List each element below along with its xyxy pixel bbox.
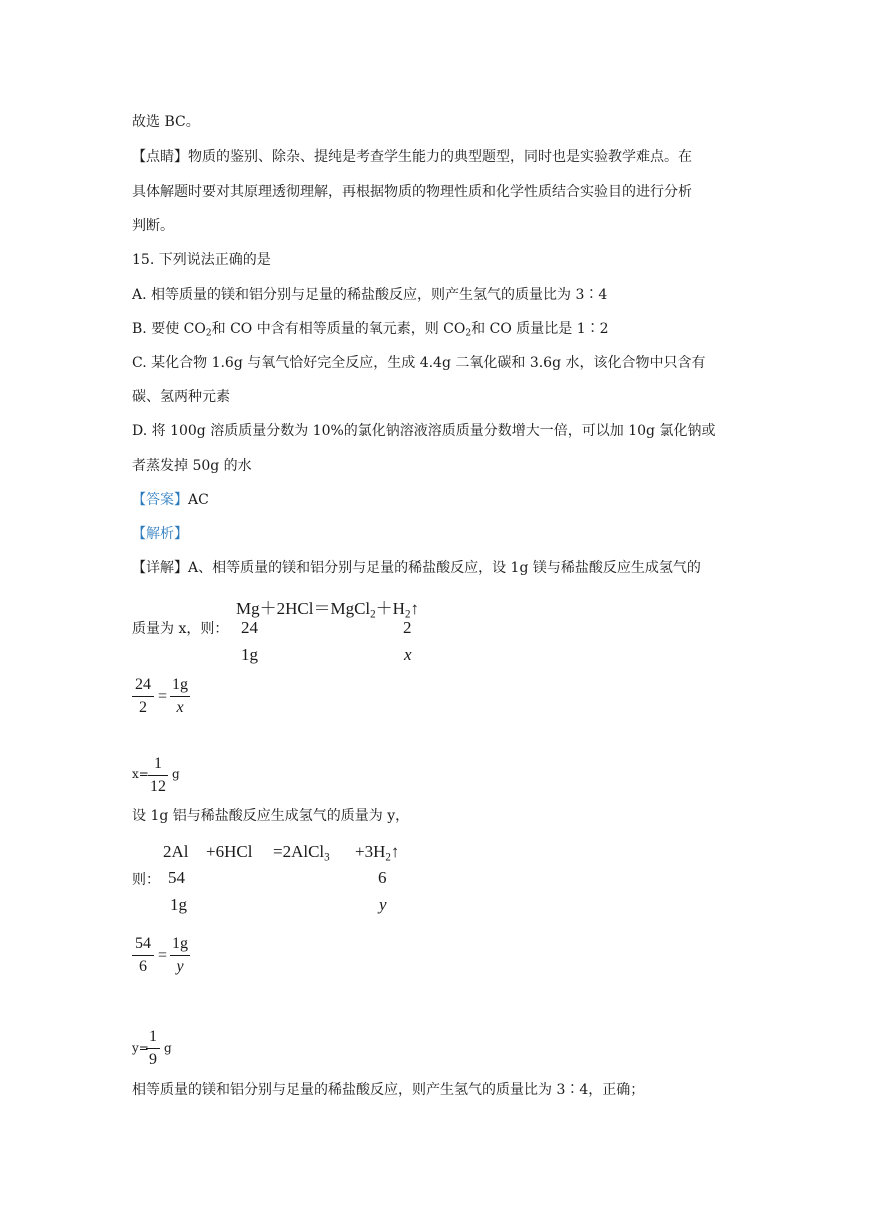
equals-sign: =: [158, 947, 168, 964]
fraction: [148, 754, 168, 797]
fraction-bar: [170, 955, 190, 956]
y-prefix: y=: [132, 1041, 149, 1055]
text-line: 【点睛】物质的鉴别、除杂、提纯是考查学生能力的典型题型，同时也是实验教学难点。在: [132, 149, 692, 165]
answer-line: [132, 490, 209, 510]
subscript: 2: [370, 608, 376, 621]
option-b-part: B. 要使 CO: [132, 321, 206, 337]
x-prefix: x=: [132, 767, 149, 781]
denominator: 2: [139, 699, 147, 716]
set-y-line: 设 1g 铝与稀盐酸反应生成氢气的质量为 y，: [132, 808, 410, 824]
reaction-equation-mg: [236, 594, 419, 620]
subscript: 2: [385, 851, 391, 864]
subscript: 2: [404, 608, 411, 621]
fraction: [170, 675, 190, 718]
up-arrow: ↑: [410, 599, 419, 618]
denominator: 12: [150, 778, 166, 795]
mass-x-line: 质量为 x，则：: [132, 621, 229, 637]
fraction-bar: [132, 955, 154, 956]
text-line: 故选 BC。: [132, 114, 200, 130]
option-b-part: 和 CO 质量比是 1∶2: [471, 321, 609, 337]
reactant-al: 2Al: [163, 842, 189, 861]
denominator: x: [176, 699, 184, 716]
numerator: 1g: [172, 676, 188, 693]
fraction-bar: [146, 1048, 160, 1049]
text-line: 判断。: [132, 218, 174, 234]
option-d: D. 将 100g 溶质质量分数为 10%的氯化钠溶液溶质质量分数增大一倍，可以加 10g 氯化钠或: [132, 423, 716, 439]
product-h2: [355, 842, 399, 863]
fraction-bar: [170, 696, 190, 697]
denominator: 9: [149, 1051, 157, 1068]
option-c-cont: 碳、氢两种元素: [132, 389, 230, 405]
fraction: [132, 675, 154, 718]
denominator: y: [176, 958, 184, 975]
eq-part: =2AlCl: [273, 842, 325, 861]
numerator: 54: [135, 935, 151, 952]
numerator: 1: [154, 755, 162, 772]
mass-al: 1g: [170, 895, 187, 914]
product-alcl3: [273, 842, 330, 863]
fraction: [146, 1027, 160, 1070]
subscript: 2: [205, 328, 212, 339]
mass-mg: 1g: [241, 645, 258, 664]
answer-label: 【答案】: [132, 492, 188, 508]
fraction: [132, 934, 154, 977]
reactant-hcl: +6HCl: [206, 842, 253, 861]
x-unit: g: [172, 767, 180, 781]
numerator: 24: [135, 676, 151, 693]
coef-h2: 2: [403, 618, 412, 637]
option-b: [132, 319, 609, 344]
fraction-bar: [132, 696, 154, 697]
numerator: 1g: [172, 935, 188, 952]
coef-mg: 24: [241, 618, 258, 637]
eq-part: +3H: [355, 842, 386, 861]
eq-part: Mg＋2HCl＝MgCl: [236, 599, 371, 618]
detail-line: 【详解】A、相等质量的镁和铝分别与足量的稀盐酸反应，设 1g 镁与稀盐酸反应生成氢气的: [132, 560, 701, 576]
text-line: 具体解题时要对其原理透彻理解，再根据物质的物理性质和化学性质结合实验目的进行分析: [132, 184, 692, 200]
option-a: A. 相等质量的镁和铝分别与足量的稀盐酸反应，则产生氢气的质量比为 3∶4: [132, 287, 608, 303]
subscript: 3: [324, 851, 330, 864]
denominator: 6: [139, 958, 147, 975]
y-unit: g: [164, 1041, 172, 1055]
question-title: 15. 下列说法正确的是: [132, 252, 271, 268]
analysis-label: 【解析】: [132, 526, 188, 542]
option-b-part: 和 CO 中含有相等质量的氧元素，则 CO: [211, 321, 466, 337]
coef-h2: 6: [378, 868, 387, 887]
mass-x: x: [404, 645, 412, 664]
conclusion-line: 相等质量的镁和铝分别与足量的稀盐酸反应，则产生氢气的质量比为 3∶4，正确；: [132, 1082, 645, 1098]
option-d-cont: 者蒸发掉 50g 的水: [132, 458, 252, 474]
mass-y: y: [379, 895, 387, 914]
option-c: C. 某化合物 1.6g 与氧气恰好完全反应，生成 4.4g 二氧化碳和 3.6g 水，该化合物中只含有: [132, 355, 706, 371]
fraction: [170, 934, 190, 977]
coef-al: 54: [168, 868, 185, 887]
fraction-bar: [148, 775, 168, 776]
up-arrow: ↑: [390, 842, 400, 861]
answer-value: AC: [188, 492, 209, 508]
numerator: 1: [149, 1028, 157, 1045]
eq-part: ＋H: [375, 599, 405, 618]
equals-sign: =: [158, 688, 168, 705]
subscript: 2: [465, 328, 472, 339]
then-label: 则：: [132, 872, 160, 888]
